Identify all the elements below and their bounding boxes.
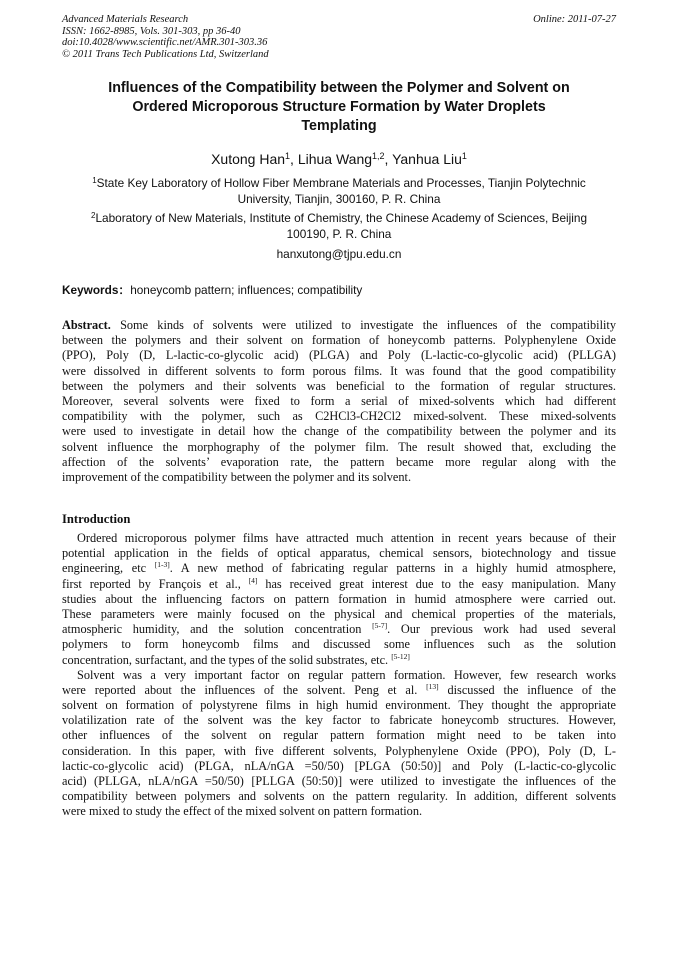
intro-line-text: . Our previous work had used several [387, 622, 616, 637]
abstract-line-text: between the polymers and their solvent on formation of honeycomb patterns. Polyphenylene Oxide [62, 333, 616, 348]
affiliation-mark: 1 [92, 176, 97, 185]
intro-line [62, 744, 616, 759]
abstract-line [62, 424, 616, 439]
intro-line [62, 546, 616, 561]
intro-line [62, 774, 616, 789]
author-email: hanxutong@tjpu.edu.cn [276, 247, 402, 261]
intro-line-text: other influences of the solvent on regular pattern formation might need to be taken into [62, 728, 616, 743]
intro-line-text: acid) (PLLGA, nLA/nGA =50/50) [PLLGA (50:50)] were utilized to investigate the influences of the [62, 774, 616, 788]
intro-line [62, 713, 616, 728]
abstract-line [62, 348, 616, 363]
intro-line-text: potential application in the fields of optical apparatus, chemical sensors, biotechnology and tissue [62, 546, 616, 561]
abstract-line-text: improvement of the compatibility between the polymer and its solvent. [62, 469, 412, 484]
intro-line [62, 698, 616, 713]
abstract-line [62, 364, 616, 379]
abstract-line-text: were used to investigate in detail how the change of the compatibility between the polymer and its [62, 424, 616, 439]
intro-line-text: first reported by François et al., [62, 576, 249, 591]
intro-line [62, 561, 616, 576]
abstract-line-text: Moreover, several solvents were fixed to form a serial of mixed-solvents which had different [62, 393, 616, 408]
journal-header [62, 14, 269, 60]
intro-line-text: were reported about the influences of the solvent. Peng et al. [62, 682, 427, 697]
author-name: Xutong Han [211, 151, 286, 167]
title-line: Templating [301, 118, 377, 134]
affiliation-mark: 2 [91, 211, 96, 220]
intro-line [62, 592, 616, 607]
author-name: Yanhua Liu [392, 151, 462, 167]
abstract-label: Abstract. [62, 318, 111, 332]
intro-line [62, 531, 616, 546]
title-line: Ordered Microporous Structure Formation by Water Droplets [132, 99, 546, 115]
online-date: Online: 2011-07-27 [533, 14, 616, 25]
citation-ref: [13] [426, 681, 439, 691]
intro-line-text: concentration, surfactant, and the types of the solid substrates, etc. [62, 652, 392, 667]
abstract-line-text: were dissolved in different solvents to form porous films. It was found that the good compatibility [62, 363, 616, 378]
intro-line [62, 728, 616, 743]
keywords-text: honeycomb pattern; influences; compatibility [130, 283, 363, 297]
abstract-line [62, 394, 616, 409]
intro-line [62, 668, 616, 683]
journal-doi: doi:10.4028/www.scientific.net/AMR.301-303.36 [62, 37, 268, 48]
affiliation-line: State Key Laboratory of Hollow Fiber Membrane Materials and Processes, Tianjin Polytechnic [96, 176, 586, 190]
intro-line-text: has received great interest due to the easy manipulation. Many [257, 576, 617, 591]
intro-line [62, 789, 616, 804]
affiliation-line: University, Tianjin, 300160, P. R. China [237, 192, 441, 206]
citation-ref: [5-12] [391, 651, 410, 661]
intro-line-text: discussed the influence of the [438, 682, 616, 697]
abstract-line-text: between the polymers and their solvents was beneficial to the formation of regular structures. [62, 378, 616, 393]
intro-line [62, 683, 616, 698]
section-heading: Introduction [62, 512, 131, 526]
intro-line-text: studies about the influencing factors on pattern formation in humid atmosphere were carried out. [62, 591, 616, 606]
intro-line [62, 622, 616, 637]
author-affiliation-mark: 1 [461, 151, 467, 161]
abstract-line-text: (PPO), Poly (D, L-lactic-co-glycolic acid) (PLGA) and Poly (L-lactic-co-glycolic acid) (PLLGA) [62, 348, 616, 363]
intro-line-text: Solvent was a very important factor on regular pattern formation. However, few research works [77, 667, 616, 682]
citation-ref: [1-3] [154, 560, 170, 570]
abstract-line-text: solvent influence the morphography of the polymer film. The result showed that, excluding the [62, 439, 616, 454]
author-name: Lihua Wang [297, 151, 373, 167]
intro-line [62, 653, 616, 668]
abstract [62, 318, 616, 485]
abstract-line [62, 470, 616, 485]
intro-line [62, 577, 616, 592]
intro-line-text: . A new method of fabricating regular patterns in a highly humid atmosphere, [169, 561, 616, 576]
abstract-line-text: affection of the solvents’ evaporation rate, the pattern became more regular along with the [62, 454, 616, 469]
intro-line-text: lactic-co-glycolic acid) (PLGA, nLA/nGA =50/50) [PLGA (50:50)] and Poly (L-lactic-co-glycolic [62, 758, 616, 773]
keywords [62, 282, 362, 298]
title-line: Influences of the Compatibility between the Polymer and Solvent on [108, 80, 570, 96]
intro-line-text: solvent on formation of polystyrene films in high humid environment. They thought the appropriate [62, 698, 616, 713]
abstract-line [62, 455, 616, 470]
abstract-line [62, 379, 616, 394]
intro-line-text: engineering, etc [62, 561, 155, 576]
journal-name: Advanced Materials Research [62, 14, 189, 25]
paper-title [62, 79, 616, 136]
affiliation-line: Laboratory of New Materials, Institute of Chemistry, the Chinese Academy of Sciences, Beijing [95, 211, 587, 225]
intro-line [62, 804, 616, 819]
author-affiliation-mark: 1 [285, 151, 291, 161]
intro-line-text: Ordered microporous polymer films have attracted much attention in recent years because of their [77, 531, 616, 545]
abstract-line [62, 440, 616, 455]
intro-line [62, 637, 616, 652]
affiliation [62, 175, 616, 207]
abstract-line-text: compatibility with the polymer, such as C2HCl3-CH2Cl2 mixed-solvent. These mixed-solvents [62, 409, 616, 424]
citation-ref: [5-7] [372, 621, 388, 631]
intro-line-text: These parameters were mainly focused on the physical and chemical properties of the materials, [62, 606, 616, 621]
intro-line-text: consideration. In this paper, with five different solvents, Polyphenylene Oxide (PPO), Poly (D, L- [62, 743, 616, 758]
affiliation-line: 100190, P. R. China [286, 227, 392, 241]
abstract-line [62, 318, 616, 333]
intro-line-text: atmospheric humidity, and the solution concentration [62, 622, 373, 637]
abstract-line-text: Some kinds of solvents were utilized to investigate the influences of the compatibility [110, 318, 616, 332]
intro-line-text: were mixed to study the effect of the mixed solvent on pattern formation. [62, 804, 423, 819]
author-affiliation-mark: 1,2 [372, 151, 385, 161]
citation-ref: [4] [248, 575, 258, 585]
intro-line-text: volatilization rate of the solvent was the key factor to fabricate honeycomb structures. However, [62, 713, 616, 728]
journal-copyright: © 2011 Trans Tech Publications Ltd, Switzerland [62, 48, 269, 60]
abstract-line [62, 333, 616, 348]
journal-issn: ISSN: 1662-8985, Vols. 301-303, pp 36-40 [62, 25, 241, 37]
author-list: Xutong Han$^1$, Lihua Wang$^{1,2}$, Yanhua Liu$^1$ [211, 151, 467, 167]
keywords-label: Keywords： [62, 283, 131, 297]
intro-line [62, 607, 616, 622]
abstract-line [62, 409, 616, 424]
intro-line-text: compatibility between polymers and solvents on the pattern regularity. In addition, different solvents [62, 789, 616, 804]
affiliation [62, 210, 616, 242]
intro-line-text: polymers to form honeycomb films and discussed some influences such as the solution [62, 637, 616, 652]
intro-line [62, 759, 616, 774]
introduction-text [62, 531, 616, 820]
